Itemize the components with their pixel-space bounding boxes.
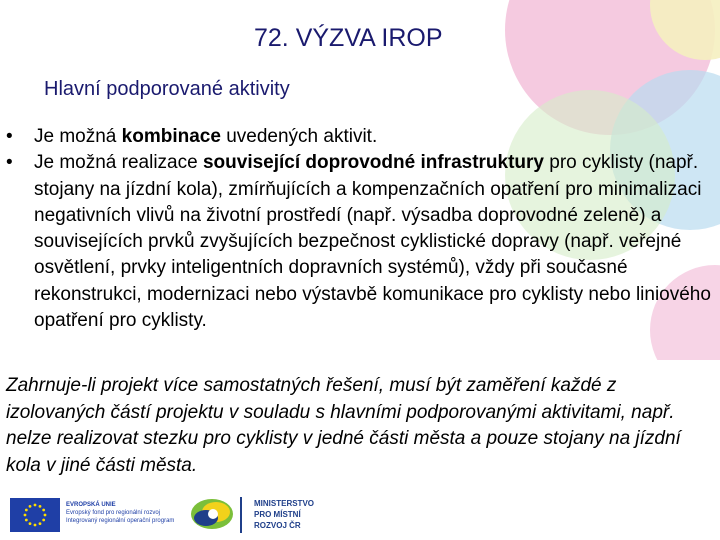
eu-logo-text	[66, 501, 174, 525]
bullet-text: uvedených aktivit.	[220, 126, 378, 147]
bullet-bold-text: kombinace	[121, 126, 221, 147]
bullet-text: pro cyklisty (např. stojany na jízdní kola), zmírňujících a kompenzačních opatření pro minimalizaci negativních vlivů na životní prostředí (např. výsadba doprovodné zeleně) a souvisejících prvků zvyšujících bezpečnost cyklistické dopravy (např. veřejné osvětlení, prvky inteligentních dopravních systémů), vždy při současné rekonstrukci, modernizaci nebo výstavbě komunikace pro cyklisty nebo liniového opatření pro cyklisty.	[34, 152, 711, 332]
bullet-text: Je možná realizace	[34, 152, 203, 174]
eu-star-icon	[25, 519, 28, 522]
bullet-bold-text: související doprovodné infrastruktury	[202, 152, 544, 174]
eu-logo-line: Integrovaný regionální operační program	[66, 518, 175, 524]
eu-flag-logo	[10, 498, 60, 532]
bullet-item	[6, 124, 711, 150]
mmr-logo	[190, 496, 236, 532]
bullet-marker: •	[6, 152, 13, 174]
mmr-logo-line: ROZVOJ ČR	[254, 521, 301, 530]
eu-star-icon	[34, 524, 37, 527]
eu-star-icon	[42, 509, 45, 512]
slide-subtitle: Hlavní podporované aktivity	[44, 78, 290, 100]
mmr-logo-center	[208, 509, 218, 519]
eu-star-icon	[42, 519, 45, 522]
eu-star-icon	[29, 522, 32, 525]
eu-star-icon	[25, 509, 28, 512]
eu-star-icon	[29, 505, 32, 508]
mmr-divider	[240, 497, 242, 533]
bullet-item	[6, 150, 711, 334]
eu-star-icon	[44, 514, 47, 517]
eu-star-icon	[39, 505, 42, 508]
eu-star-icon	[34, 504, 37, 507]
bullet-text: Je možná	[34, 126, 122, 147]
eu-logo-line: Evropský fond pro regionální rozvoj	[66, 510, 161, 516]
mmr-logo-text	[254, 498, 314, 531]
bullet-marker: •	[6, 126, 13, 147]
mmr-logo-line: MINISTERSTVO	[254, 499, 315, 508]
eu-star-icon	[39, 522, 42, 525]
footer-logos	[0, 494, 720, 540]
slide-title: 72. VÝZVA IROP	[254, 24, 443, 52]
eu-star-icon	[24, 514, 27, 517]
eu-flag-background	[10, 498, 60, 532]
eu-logo-line: EVROPSKÁ UNIE	[66, 502, 116, 508]
mmr-logo-line: PRO MÍSTNÍ	[254, 510, 301, 519]
note-paragraph: Zahrnuje-li projekt více samostatných řešení, musí být zaměření každé z izolovaných částí projektu v souladu s hlavními podporovanými aktivitami, např. nelze realizovat stezku pro cyklisty v jedné části města a pouze stojany na jízdní kola v jiné části města.	[6, 375, 681, 476]
bullet-list	[6, 124, 711, 334]
